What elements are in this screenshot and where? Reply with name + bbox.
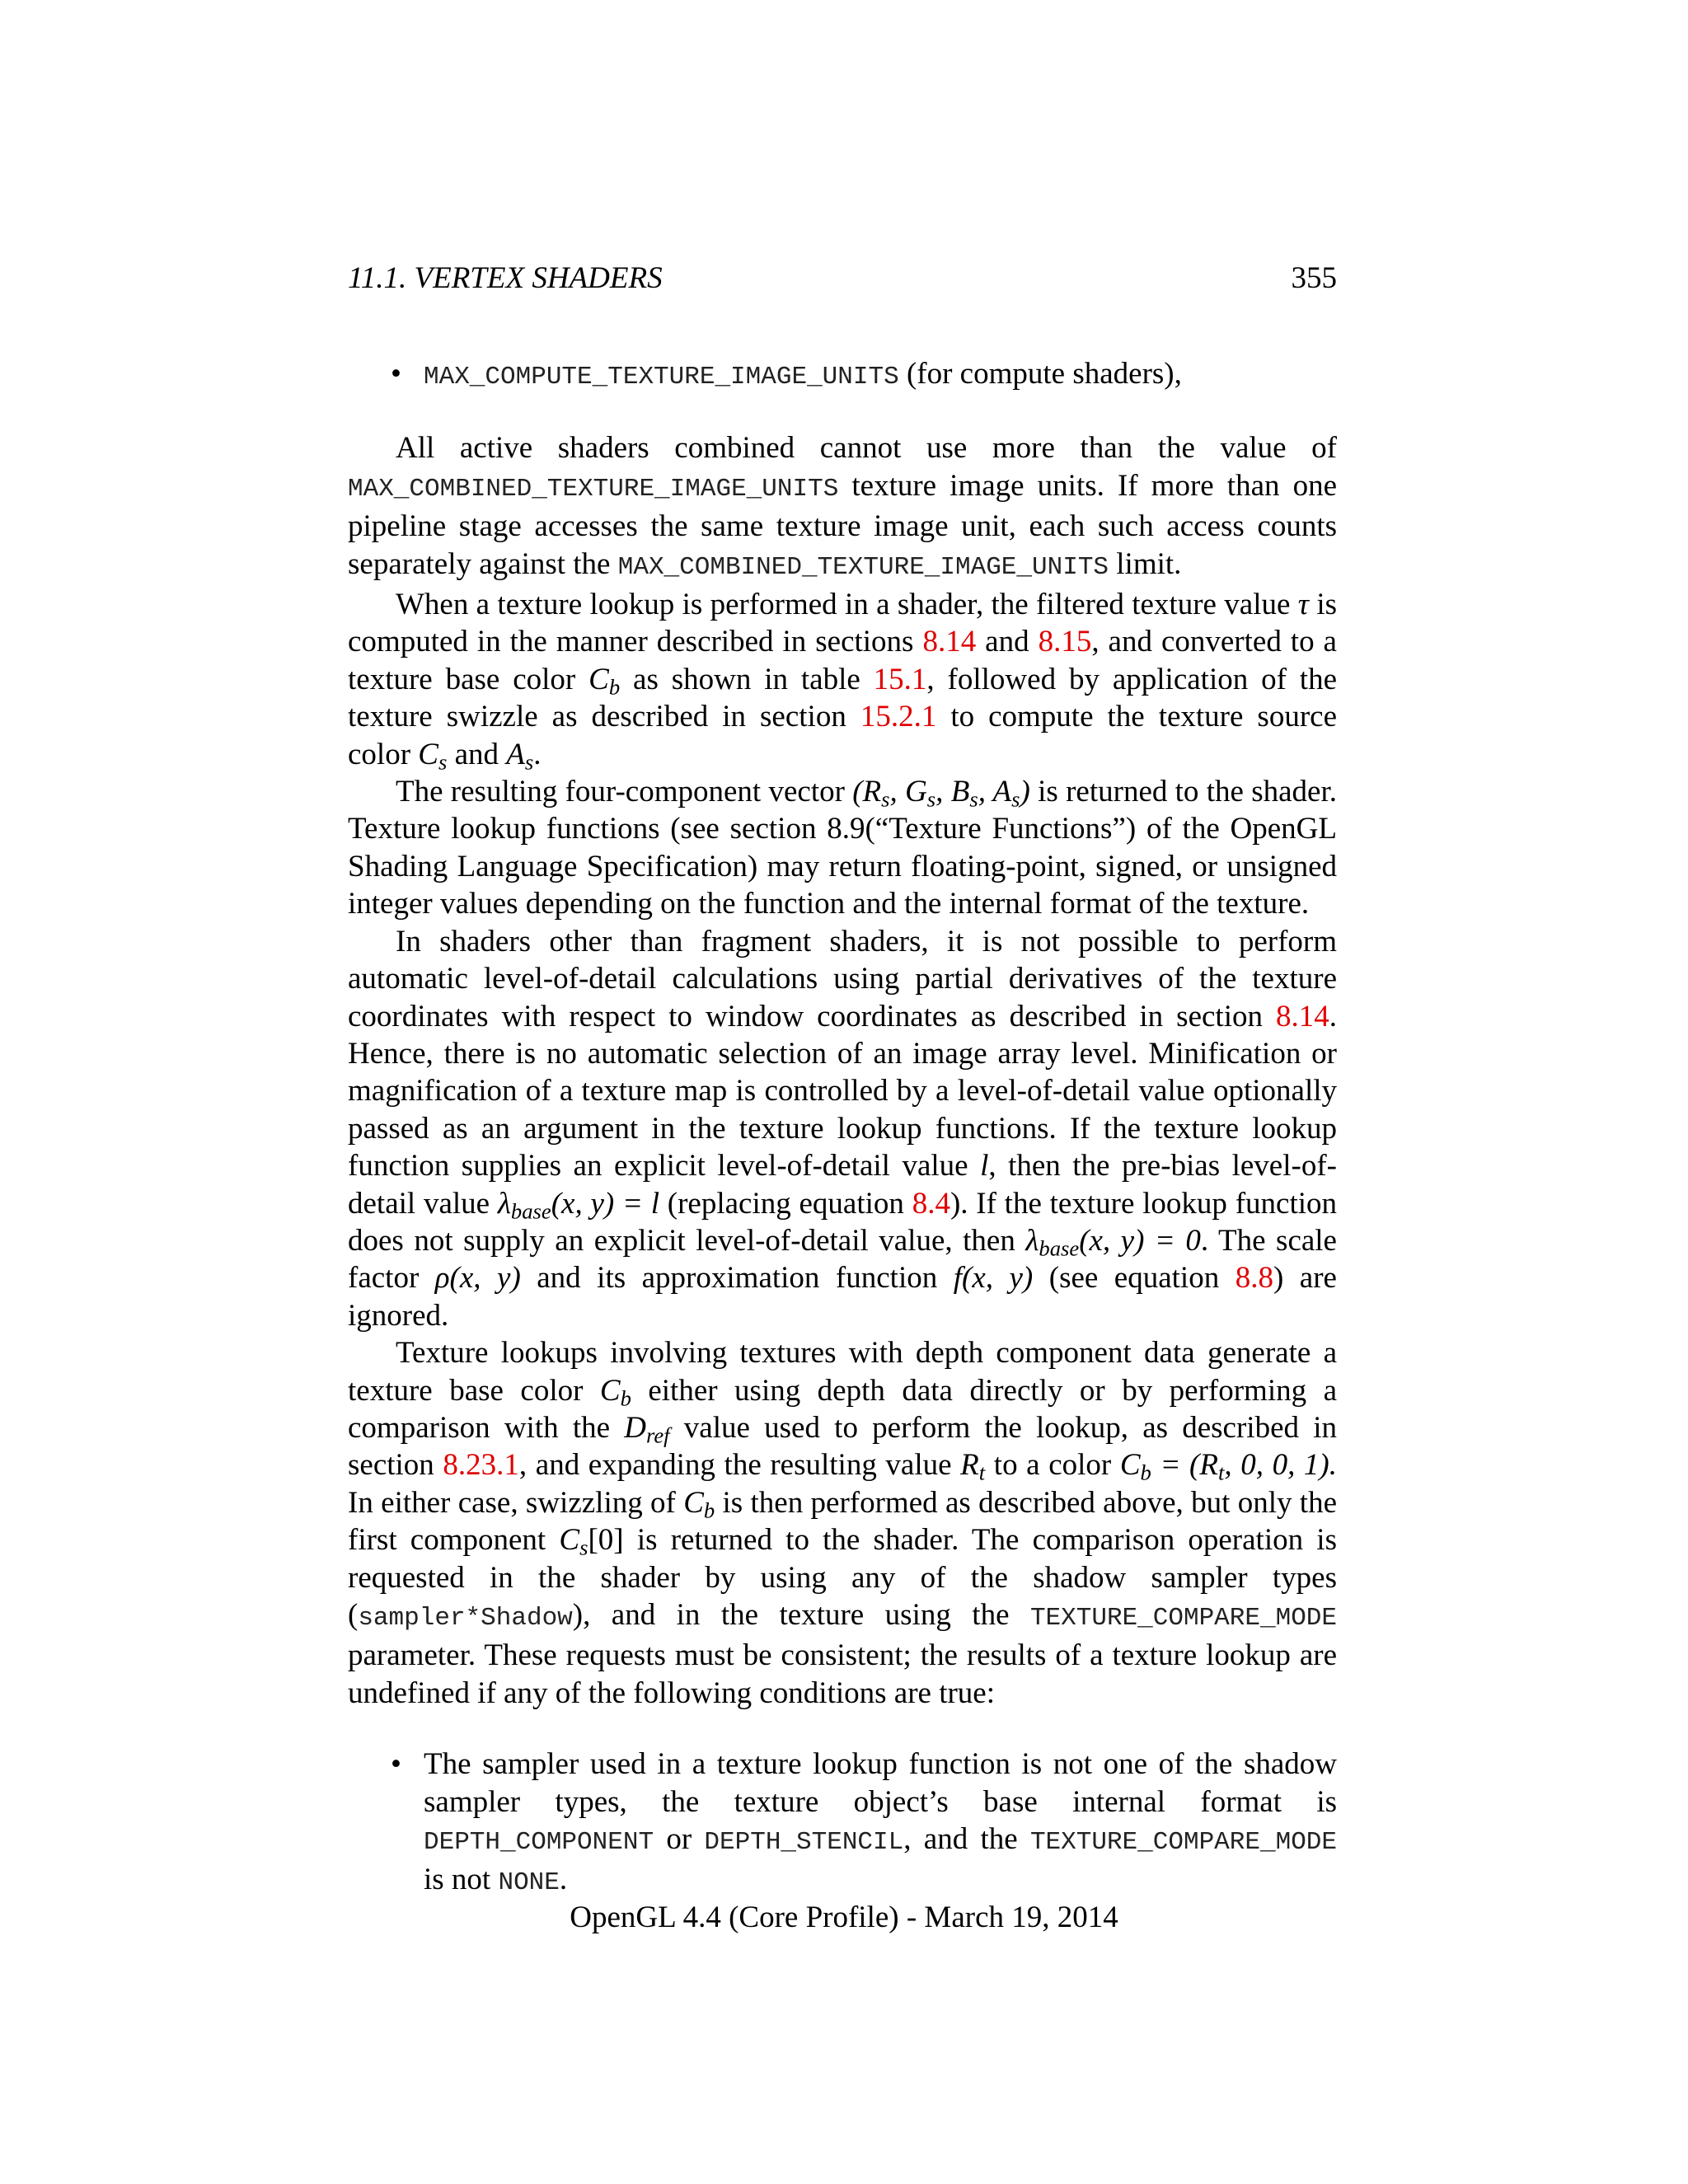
text-run: . Hence, there is no automatic selection of an image array level. Minification or magnification of a texture map is controlled by a level-of-detail value optionally passed as an argument in the texture lookup functions. If the texture lookup function supplies an explicit level-of-detail value <box>348 999 1337 1183</box>
spacer <box>348 396 1337 429</box>
math-symbol: τ <box>1297 588 1309 622</box>
math-symbol: , G <box>889 775 927 809</box>
math-symbol: C <box>418 737 438 771</box>
code-token: DEPTH_STENCIL <box>704 1828 904 1858</box>
page-number: 355 <box>1291 261 1337 295</box>
math-subscript: s <box>524 749 534 775</box>
math-subscript: b <box>620 1385 631 1411</box>
math-symbol: = (R <box>1151 1448 1218 1483</box>
math-subscript: base <box>510 1198 551 1224</box>
table-link[interactable]: 15.1 <box>873 662 927 696</box>
text-run: as shown in table <box>620 662 874 696</box>
text-run: , and the <box>903 1822 1030 1857</box>
text-run: . <box>559 1863 568 1897</box>
text-run: . The scale factor <box>348 1223 1337 1296</box>
text-run: or <box>654 1822 705 1857</box>
math-subscript: s <box>579 1535 588 1560</box>
math-subscript: b <box>703 1497 715 1523</box>
code-token: sampler*Shadow <box>358 1604 573 1633</box>
math-subscript: s <box>969 786 978 812</box>
text-run: is returned to the shader. Texture lookup functions (see section 8.9(“Texture Functions”) of the OpenGL Shading Language Specification) may return floating-point, signed, or unsigned integer values depending on the function and the internal format of the texture. <box>348 775 1337 921</box>
math-subscript: s <box>1011 786 1020 812</box>
text-run: , and converted to a texture base color <box>348 625 1337 696</box>
math-symbol: D <box>624 1410 646 1445</box>
text-run: The resulting four-component vector <box>396 775 853 809</box>
text-run: In shaders other than fragment shaders, it is not possible to perform automatic level-of-detail calculations using partial derivatives of the texture coordinates with respect to window coordinates as described in section <box>348 924 1337 1033</box>
math-symbol: C <box>588 662 609 696</box>
text-run: The sampler used in a texture lookup function is not one of the shadow sampler types, the texture object’s base internal format is <box>424 1747 1337 1819</box>
equation-link[interactable]: 8.8 <box>1235 1261 1273 1296</box>
page-footer: OpenGL 4.4 (Core Profile) - March 19, 2014 <box>570 1900 1118 1934</box>
text-run: ), and in the texture using the <box>572 1598 1030 1632</box>
math-symbol: C <box>599 1373 621 1408</box>
text-run: either using depth data directly or by performing a comparison with the <box>348 1373 1337 1445</box>
math-subscript: b <box>1140 1460 1151 1486</box>
section-link[interactable]: 8.15 <box>1038 625 1092 659</box>
text-run: to a color <box>985 1448 1120 1483</box>
bullet-icon: • <box>391 1747 401 1782</box>
math-subscript: s <box>926 786 936 812</box>
math-symbol: (R <box>852 775 882 809</box>
math-symbol: , A <box>978 775 1012 809</box>
code-token: DEPTH_COMPONENT <box>424 1828 654 1858</box>
text-run: is computed in the manner described in sections <box>348 588 1337 659</box>
math-subscript: base <box>1039 1235 1080 1261</box>
math-subscript: ref <box>645 1422 670 1448</box>
code-token: TEXTURE_COMPARE_MODE <box>1029 1828 1337 1858</box>
text-run: , then the pre-bias level-of-detail value <box>348 1149 1337 1221</box>
text-run: , and expanding the resulting value <box>518 1448 961 1483</box>
math-symbol: ) <box>1020 775 1030 809</box>
text-run: texture image units. If more than one pipeline stage accesses the same texture image unit, each such access counts separately against the <box>348 468 1337 581</box>
spacer <box>348 1712 1337 1746</box>
section-link[interactable]: 8.14 <box>1276 999 1329 1033</box>
section-title: 11.1. VERTEX SHADERS <box>348 261 663 295</box>
paragraph-result-vector <box>348 773 1337 923</box>
math-symbol: ρ(x, y) <box>434 1261 521 1296</box>
paragraph-depth-compare <box>348 1334 1337 1712</box>
text-run: value used to perform the lookup, as described in section <box>348 1410 1337 1483</box>
section-link[interactable]: 8.14 <box>922 625 977 659</box>
math-symbol: R <box>960 1448 979 1483</box>
math-symbol: (x, y) = 0 <box>1079 1223 1201 1258</box>
code-token: NONE <box>498 1868 560 1898</box>
math-symbol: λ <box>1025 1223 1039 1258</box>
math-symbol: f(x, y) <box>953 1261 1034 1296</box>
text-run: (replacing equation <box>659 1186 912 1221</box>
math-subscript: t <box>978 1460 986 1486</box>
math-symbol: λ <box>497 1186 511 1221</box>
text-run: ). If the texture lookup function does not supply an explicit level-of-detail value, then <box>348 1186 1338 1258</box>
text-run: and <box>976 625 1039 659</box>
text-run: is not <box>424 1863 499 1897</box>
text-run: , followed by application of the texture swizzle as described in section <box>348 662 1338 734</box>
text-run: and <box>447 737 507 771</box>
body-text <box>348 355 1337 1902</box>
text-run: limit. <box>1109 546 1182 581</box>
section-link[interactable]: 15.2.1 <box>860 700 937 734</box>
text-run: When a texture lookup is performed in a shader, the filtered texture value <box>396 588 1298 622</box>
text-run: . <box>533 737 542 771</box>
math-symbol: , B <box>935 775 970 809</box>
text-run: ) are ignored. <box>348 1261 1337 1333</box>
text-run: (see equation <box>1033 1261 1236 1296</box>
bullet-icon: • <box>391 357 401 391</box>
text-run: and its approximation function <box>520 1261 954 1296</box>
math-subscript: s <box>881 786 890 812</box>
text-run: [0] <box>588 1523 624 1558</box>
math-subscript: s <box>438 749 448 775</box>
list-item-text: (for compute shaders), <box>898 357 1182 391</box>
math-symbol: A <box>506 737 525 771</box>
math-symbol: C <box>559 1523 580 1558</box>
text-run: is then performed as described above, but only the first component <box>348 1485 1337 1558</box>
text-run: All active shaders combined cannot use more than the value of <box>396 431 1337 466</box>
list-item-shadow-sampler <box>348 1746 1337 1902</box>
text-run: to compute the texture source color <box>348 700 1337 771</box>
text-run: Texture lookups involving textures with depth component data generate a texture base color <box>348 1336 1337 1408</box>
paragraph-lod <box>348 923 1337 1334</box>
code-token: MAX_COMPUTE_TEXTURE_IMAGE_UNITS <box>424 363 899 391</box>
math-symbol: (x, y) = l <box>551 1186 659 1221</box>
math-subscript: t <box>1217 1460 1225 1486</box>
math-symbol: C <box>1119 1448 1141 1483</box>
math-subscript: b <box>608 674 621 700</box>
paragraph-combined-units <box>348 429 1337 586</box>
text-run: parameter. These requests must be consistent; the results of a texture lookup are undefined if any of the following conditions are true: <box>348 1638 1337 1710</box>
text-run: In either case, swizzling of <box>348 1485 684 1520</box>
paragraph-texture-lookup <box>348 586 1337 773</box>
math-symbol: C <box>683 1485 704 1520</box>
math-symbol: , 0, 0, 1). <box>1224 1448 1337 1483</box>
equation-link[interactable]: 8.4 <box>912 1186 950 1221</box>
code-token: MAX_COMBINED_TEXTURE_IMAGE_UNITS <box>617 552 1109 582</box>
list-item-compute-units <box>348 355 1337 396</box>
text-run: is returned to the shader. The comparison operation is requested in the shader by using any of the shadow sampler types ( <box>348 1523 1337 1632</box>
code-token: TEXTURE_COMPARE_MODE <box>1029 1604 1337 1633</box>
math-symbol: l <box>980 1149 989 1183</box>
code-token: MAX_COMBINED_TEXTURE_IMAGE_UNITS <box>348 474 839 504</box>
running-header <box>348 257 1337 300</box>
section-link[interactable]: 8.23.1 <box>443 1448 519 1483</box>
